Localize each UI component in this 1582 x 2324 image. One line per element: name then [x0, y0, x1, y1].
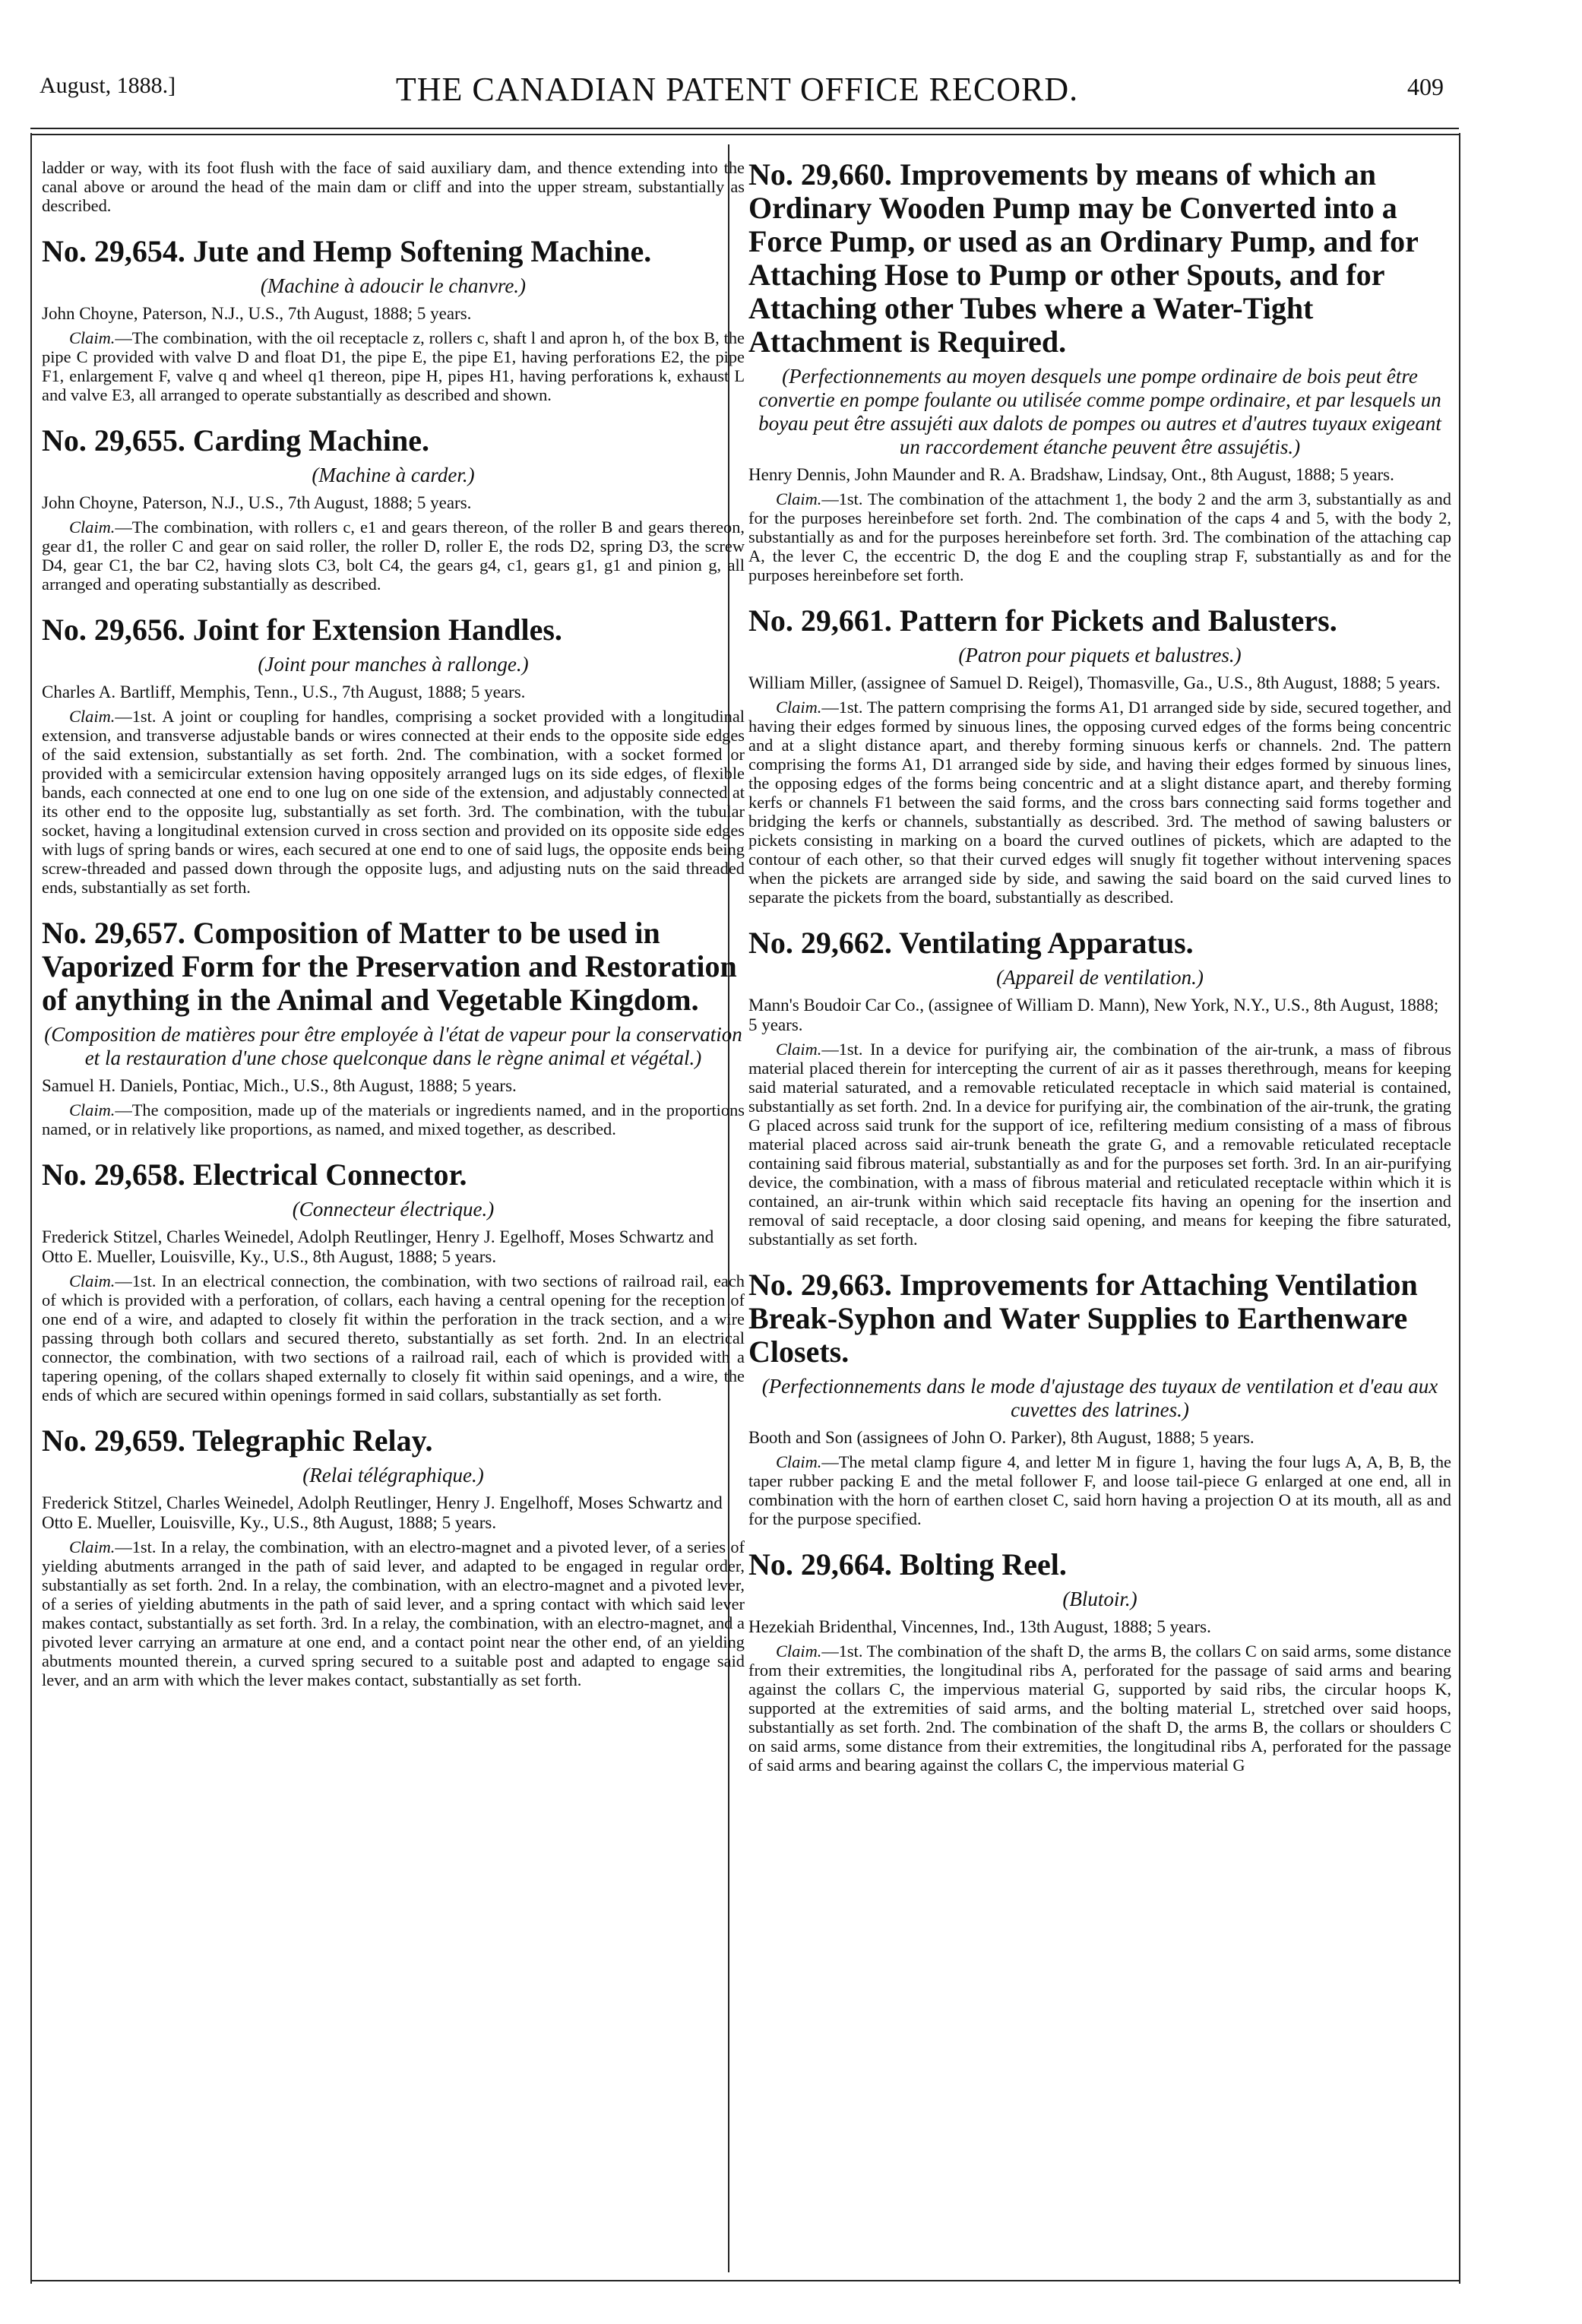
patent-title: Pattern for Pickets and Balusters. — [899, 603, 1337, 638]
patent-heading — [748, 604, 1451, 638]
claim — [748, 489, 1451, 584]
patent-title: Improvements by means of which an Ordinary Wooden Pump may be Converted into a Force Pump, or used as an Ordinary Pump, and for Attaching Hose to Pump or other Spouts, and for Attaching other Tubes where a Water-Tight Attachment is Required. — [748, 158, 1419, 359]
page-header — [30, 70, 1444, 116]
patent-number: No. 29,657. — [42, 916, 185, 950]
patent-title: Carding Machine. — [192, 423, 430, 458]
patent-entry — [748, 604, 1451, 907]
patent-number: No. 29,662. — [748, 926, 892, 960]
right-column — [748, 158, 1451, 2263]
claim-label: Claim. — [776, 489, 822, 508]
patent-entry — [42, 613, 745, 897]
patent-title: Telegraphic Relay. — [192, 1423, 433, 1458]
claim — [42, 518, 745, 594]
claim-label: Claim. — [776, 1642, 822, 1661]
frame-right-rule — [1459, 133, 1460, 2284]
patent-entry — [42, 424, 745, 594]
claim — [42, 707, 745, 897]
claim — [748, 1452, 1451, 1528]
patent-entry — [42, 1158, 745, 1404]
patent-title: Improvements for Attaching Ventilation Break-Syphon and Water Supplies to Earthenware Closets. — [748, 1268, 1418, 1369]
claim — [748, 1040, 1451, 1249]
patent-title: Joint for Extension Handles. — [192, 613, 562, 647]
header-rule-bottom — [30, 134, 1459, 135]
patent-french-title: (Machine à carder.) — [312, 464, 475, 486]
patent-title: Bolting Reel. — [899, 1547, 1067, 1582]
patent-entry — [42, 235, 745, 404]
patentee: Booth and Son (assignees of John O. Parker), 8th August, 1888; 5 years. — [748, 1428, 1255, 1447]
claim-text: —1st. The pattern comprising the forms A1, D1 arranged side by side, secured together, and having their edges formed by sinuous lines, the opposing curved edges of the forms being concentric and at a slight distance apart, and thereby forming sinuous kerfs or channels. 2nd. The pattern comprising the forms A1, D1 arranged side by side, and having their edges formed by sinuous lines, the opposing edges of the forms being concentric and at a slight distance apart, and thereby forming kerfs or channels F1 between the said forms, and the cross bars connecting said forms together and bridging the kerfs or channels, substantially as described. 3rd. The method of sawing balusters or pickets consisting in marking on a board the curved outlines of pickets, which are adapted to the contour of each other, so that their curved edges will snugly fit together without intervening spaces when the pickets are arranged side by side, and sawing the said board on the said curved lines to separate the pickets from the board, substantially as described. — [748, 698, 1451, 907]
page-number: 409 — [1407, 73, 1444, 100]
patent-heading — [748, 158, 1451, 359]
patent-number: No. 29,663. — [748, 1268, 892, 1302]
patent-entry — [42, 917, 745, 1138]
claim-label: Claim. — [776, 1452, 822, 1471]
patent-entry — [748, 1268, 1451, 1528]
patent-entry — [748, 158, 1451, 584]
patentee: Frederick Stitzel, Charles Weinedel, Adolph Reutlinger, Henry J. Engelhoff, Moses Schwartz and Otto E. Mueller, Louisville, Ky., U.S., 8th August, 1888; 5 years. — [42, 1493, 723, 1532]
patent-title: Electrical Connector. — [192, 1157, 467, 1192]
patent-french-title: (Blutoir.) — [1062, 1588, 1137, 1610]
patent-heading — [748, 1548, 1451, 1582]
claim-text: —1st. In a relay, the combination, with an electro-magnet and a pivoted lever, of a series of yielding abutments arranged in the path of said lever, and adapted to be engaged in regular order, substantially as set forth. 2nd. In a relay, the combination, with an electro-magnet and a pivoted lever, of a series of yielding abutments in the path of said lever, and a spring contact with which said lever makes contact, substantially as set forth. 3rd. In a relay, the combination, with an electro-magnet, and a pivoted lever carrying an armature at one end, and a contact point near the other end, of an yielding abutments mounted therein, a curved spring secured to a suitable post and adapted to engage said lever, and an arm with which the lever makes contact, substantially as set forth. — [42, 1537, 745, 1689]
claim-text: —1st. A joint or coupling for handles, comprising a socket provided with a longitudinal extension, and transverse adjustable bands or wires connected at their ends to the opposite side edges of the said extension, substantially as set forth. 2nd. The combination, with a socket formed or provided with a semicircular extension having oppositely arranged lugs on its side edges, of flexible bands, each connected at one end to one lug on one side of the extension, and adjustably connected at its other end to the opposite lug, substantially as set forth. 3rd. The combination, with the tubular socket, having a longitudinal extension curved in cross section and provided on its opposite side edges with lugs of spring bands or wires, each secured at one end to one of said lugs, the opposite ends being screw-threaded and passed down through the opposite lugs, and adjusting nuts on the said threaded ends, substantially as set forth. — [42, 707, 745, 897]
patent-number: No. 29,661. — [748, 603, 892, 638]
claim-text: —The composition, made up of the materials or ingredients named, and in the proportions named, or in relatively like proportions, as named, and mixed together, as described. — [42, 1100, 745, 1138]
claim-text: —The metal clamp figure 4, and letter M in figure 1, having the four lugs A, A, B, B, the taper rubber packing E and the metal follower F, and loose tail-piece G enlarged at one end, all in combination with the horn of earthen closet C, said horn having a projection O at its mouth, all as and for the purpose specified. — [748, 1452, 1451, 1528]
claim-text: —The combination, with rollers c, e1 and gears thereon, of the roller B and gears thereon, gear d1, the roller C and gear on said roller, the roller D, roller E, the rods D2, spring D3, the screw D4, gear C1, the bar C2, having slots C3, bolt C4, the gears g4, c1, gears g1, g1 and pinion g, all arranged and operating substantially as described. — [42, 518, 745, 594]
claim-text: —1st. The combination of the shaft D, the arms B, the collars C on said arms, some distance from their extremities, the longitudinal ribs A, perforated for the passage of said arms and bearing against the collars C, the impervious material G, supported by said ribs, the circular hoops K, supported at the extremities of said arms, and the bolting material L, stretched over said hoops, substantially as set forth. 2nd. The combination of the shaft D, the arms B, the collars or shoulders C on said arms, some distance from their extremities, the longitudinal ribs A, perforated for the passage of said arms and bearing against the collars C, the impervious material G — [748, 1642, 1451, 1775]
patent-french-title: (Perfectionnements dans le mode d'ajustage des tuyaux de ventilation et d'eau aux cuvettes des latrines.) — [761, 1375, 1438, 1421]
patent-heading — [42, 1424, 745, 1458]
header-rule-top — [30, 128, 1459, 129]
patent-title: Jute and Hemp Softening Machine. — [192, 234, 652, 268]
patent-number: No. 29,655. — [42, 423, 185, 458]
claim-text: —1st. The combination of the attachment 1, the body 2 and the arm 3, substantially as and for the purposes hereinbefore set forth. 2nd. The combination of the caps 4 and 5, with the body 2, substantially as and for the purposes hereinbefore set forth. 3rd. The combination of the attaching cap A, the lever C, the eccentric D, the dog E and the coupling strap F, substantially as and for the purposes hereinbefore set forth. — [748, 489, 1451, 584]
patentee: John Choyne, Paterson, N.J., U.S., 7th August, 1888; 5 years. — [42, 493, 472, 512]
patent-entry — [748, 1548, 1451, 1775]
patentee: Frederick Stitzel, Charles Weinedel, Adolph Reutlinger, Henry J. Egelhoff, Moses Schwartz and Otto E. Mueller, Louisville, Ky., U.S., 8th August, 1888; 5 years. — [42, 1227, 714, 1266]
patentee: Hezekiah Bridenthal, Vincennes, Ind., 13th August, 1888; 5 years. — [748, 1617, 1211, 1636]
patent-french-title: (Appareil de ventilation.) — [996, 966, 1204, 989]
header-title: THE CANADIAN PATENT OFFICE RECORD. — [395, 71, 1079, 108]
patent-heading — [748, 1268, 1451, 1369]
footer-rule — [30, 2280, 1459, 2281]
patent-title: Ventilating Apparatus. — [899, 926, 1194, 960]
patentee: Henry Dennis, John Maunder and R. A. Bradshaw, Lindsay, Ont., 8th August, 1888; 5 years. — [748, 465, 1394, 484]
patent-heading — [42, 424, 745, 458]
patent-french-title: (Perfectionnements au moyen desquels une pompe ordinaire de bois peut être convertie en pompe foulante ou utilisée comme pompe ordinaire, et par lesquels un boyau peut être assujéti aux dalots de pompes ou autres et d'autres tuyaux exigeant un raccordement étanche peuvent être assujétis.) — [758, 365, 1441, 458]
patent-heading — [42, 235, 745, 268]
claim — [42, 1537, 745, 1689]
claim — [42, 1100, 745, 1138]
patent-number: No. 29,654. — [42, 234, 185, 268]
patent-heading — [42, 613, 745, 647]
patent-number: No. 29,659. — [42, 1423, 185, 1458]
claim — [748, 1642, 1451, 1775]
patent-title: Composition of Matter to be used in Vaporized Form for the Preservation and Restoration of anything in the Animal and Vegetable Kingdom. — [42, 916, 737, 1017]
header-date: August, 1888.] — [40, 73, 176, 98]
patent-french-title: (Joint pour manches à rallonge.) — [258, 653, 529, 676]
patent-french-title: (Machine à adoucir le chanvre.) — [260, 274, 527, 297]
patentee: Mann's Boudoir Car Co., (assignee of William D. Mann), New York, N.Y., U.S., 8th August, 1888; 5 years. — [748, 996, 1439, 1034]
patentee: John Choyne, Paterson, N.J., U.S., 7th August, 1888; 5 years. — [42, 304, 472, 323]
claim-label: Claim. — [69, 518, 115, 537]
patent-heading — [748, 926, 1451, 960]
claim-label: Claim. — [69, 1100, 115, 1119]
patent-heading — [42, 1158, 745, 1192]
claim-text: —The combination, with the oil receptacle z, rollers c, shaft l and apron h, of the box B, the pipe C provided with valve D and float D1, the pipe E, the pipe E1, having perforations E2, the pipe F1, enlargement F, valve q and wheel q1 thereon, pipe H, pipes H1, having perforations k, exhaust L and valve E3, all arranged to operate substantially as described and shown. — [42, 328, 745, 404]
patentee: Charles A. Bartliff, Memphis, Tenn., U.S., 7th August, 1888; 5 years. — [42, 682, 526, 701]
patent-number: No. 29,660. — [748, 158, 892, 192]
patentee: Samuel H. Daniels, Pontiac, Mich., U.S., 8th August, 1888; 5 years. — [42, 1076, 517, 1095]
claim-text: —1st. In an electrical connection, the combination, with two sections of railroad rail, each of which is provided with a perforation, of collars, each having a central opening for the reception of one end of a wire, and adapted to closely fit within the perforation in the track section, and a wire passing through both collars and secured thereto, substantially as set forth. 2nd. In an electrical connector, the combination, with two sections of a railroad rail, each of which is provided with a tapering opening, of the collars shaped externally to closely fit within said openings, and a wire, the ends of which are secured within openings formed in said collars, substantially as set forth. — [42, 1271, 745, 1404]
patent-number: No. 29,658. — [42, 1157, 185, 1192]
patent-number: No. 29,656. — [42, 613, 185, 647]
claim-label: Claim. — [69, 707, 115, 726]
claim-label: Claim. — [69, 1537, 115, 1556]
continuation-text: ladder or way, with its foot flush with the face of said auxiliary dam, and thence extending into the canal above or around the head of the main dam or cliff and into the upper stream, substantially as described. — [42, 158, 745, 215]
patent-french-title: (Connecteur électrique.) — [292, 1198, 495, 1221]
patentee: William Miller, (assignee of Samuel D. Reigel), Thomasville, Ga., U.S., 8th August, 1888; 5 years. — [748, 673, 1441, 692]
claim-text: —1st. In a device for purifying air, the combination of the air-trunk, a mass of fibrous material placed therein for intercepting the current of air as it passes therethrough, means for keeping said material saturated, and a removable reticulated receptacle in which said material is contained, substantially as set forth. 2nd. In a device for purifying air, the combination of the air-trunk, the grating G placed across said trunk for the support of ice, refiltering medium consisting of a mass of fibrous material placed across said air-trunk beneath the grate G, and a removable reticulated receptacle containing said fibrous material, substantially as and for the purposes set forth. 3rd. In an air-purifying device, the combination, with a mass of fibrous material and reticulated receptacle within which it is contained, an air-trunk within which said receptacle fits having an opening for the insertion and removal of said receptacle, a door closing said opening, and means for keeping the fibre saturated, substantially as set forth. — [748, 1040, 1451, 1249]
claim-label: Claim. — [69, 1271, 115, 1290]
patent-entry — [42, 1424, 745, 1689]
claim — [748, 698, 1451, 907]
patent-heading — [42, 917, 745, 1017]
patent-french-title: (Patron pour piquets et balustres.) — [958, 644, 1242, 666]
claim-label: Claim. — [776, 1040, 822, 1059]
patent-french-title: (Relai télégraphique.) — [302, 1464, 484, 1487]
claim-label: Claim. — [776, 698, 822, 717]
claim — [42, 328, 745, 404]
patent-entry — [748, 926, 1451, 1249]
claim — [42, 1271, 745, 1404]
patent-number: No. 29,664. — [748, 1547, 892, 1582]
claim-label: Claim. — [69, 328, 115, 347]
left-column — [42, 158, 745, 2263]
frame-left-rule — [30, 133, 32, 2284]
patent-french-title: (Composition de matières pour être employée à l'état de vapeur pour la conservation et la restauration d'une chose quelconque dans le règne animal et végétal.) — [44, 1023, 742, 1069]
